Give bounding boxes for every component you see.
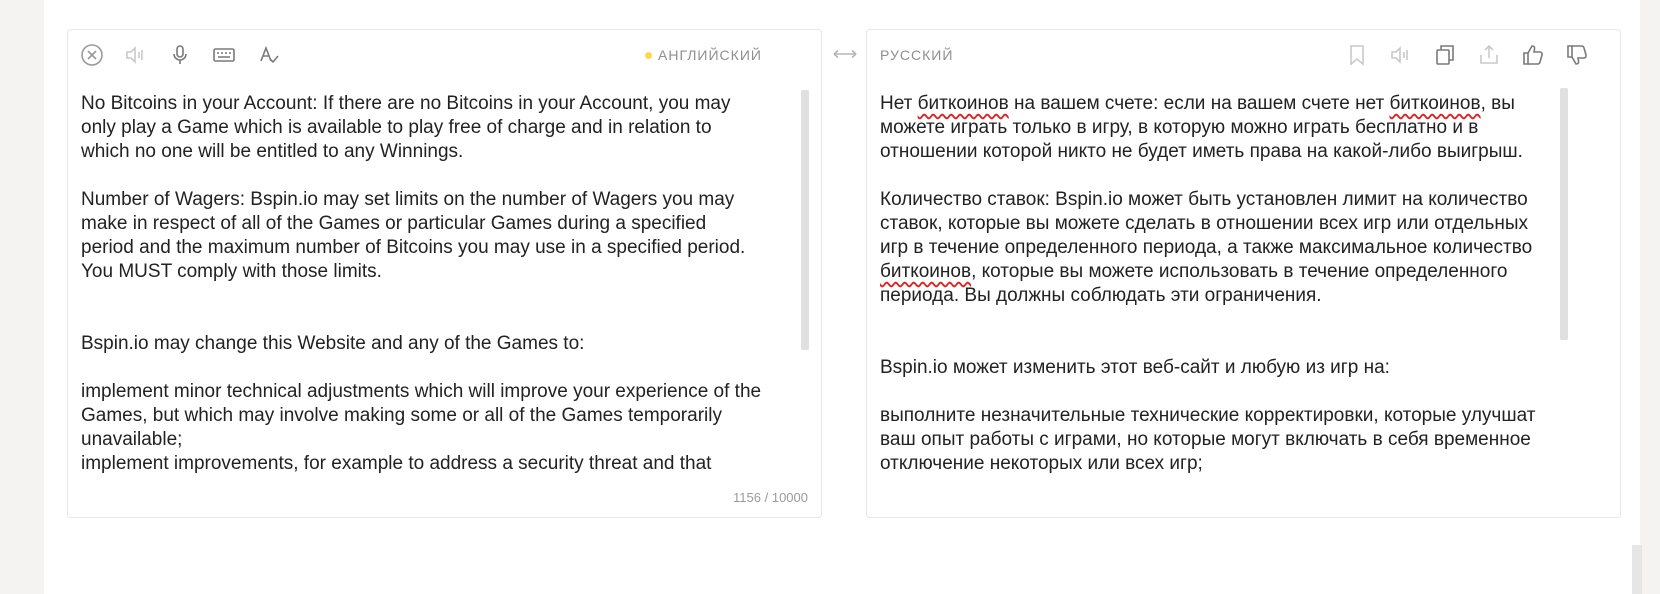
thumbs-down-icon[interactable] bbox=[1564, 42, 1590, 68]
spelling-flagged-word[interactable]: биткоинов bbox=[1389, 93, 1481, 114]
bookmark-icon[interactable] bbox=[1344, 42, 1370, 68]
character-counter: 1156 / 10000 bbox=[733, 490, 808, 505]
target-paragraph bbox=[880, 92, 1600, 164]
target-panel bbox=[866, 29, 1621, 518]
target-toolbar bbox=[867, 30, 1620, 80]
target-paragraph: выполните незначительные технические корректировки, которые улучшат ваш опыт работы с играми, но которые могут включать в себя временное отключение некоторых или всех игр; bbox=[880, 405, 1536, 474]
swap-languages-button[interactable] bbox=[833, 44, 857, 64]
target-paragraph bbox=[880, 188, 1600, 308]
source-paragraph: implement minor technical adjustments which will improve your experience of the Games, but which may involve making some or all of the Games temporarily unavailable; implement improvements, for example to address a security threat and that bbox=[81, 381, 762, 474]
spelling-flagged-word[interactable]: биткоинов bbox=[880, 261, 972, 282]
text-segment: , вы можете играть только в игру, в которую можно играть бесплатно и в отношении которой никто не будет иметь права на какой-либо выигрыш. bbox=[880, 93, 1523, 162]
keyboard-icon[interactable] bbox=[211, 42, 237, 68]
source-language-selector[interactable]: АНГЛИЙСКИЙ bbox=[658, 47, 762, 63]
page-scrollbar[interactable] bbox=[1632, 545, 1642, 594]
clear-icon[interactable] bbox=[79, 42, 105, 68]
swap-arrows-icon bbox=[833, 48, 857, 60]
source-text-input[interactable] bbox=[81, 92, 801, 487]
text-segment: Нет bbox=[880, 93, 918, 114]
microphone-icon[interactable] bbox=[167, 42, 193, 68]
source-panel bbox=[67, 29, 822, 518]
source-paragraph: No Bitcoins in your Account: If there are no Bitcoins in your Account, you may only play a Game which is available to play free of charge and in relation to which no one will be entitled to any Winnings. bbox=[81, 93, 731, 162]
language-indicator-dot bbox=[645, 52, 652, 59]
source-scrollbar[interactable] bbox=[801, 90, 809, 350]
text-segment: Количество ставок: Bspin.io может быть установлен лимит на количество ставок, которые вы можете сделать в отношении всех игр или отдельных игр в течение определенного периода, а также максимальное количество bbox=[880, 189, 1533, 258]
target-paragraph: Bspin.io может изменить этот веб-сайт и любую из игр на: bbox=[880, 357, 1390, 378]
source-paragraph: Bspin.io may change this Website and any of the Games to: bbox=[81, 333, 585, 354]
target-scrollbar[interactable] bbox=[1560, 88, 1568, 340]
translation-output bbox=[880, 92, 1600, 487]
copy-icon[interactable] bbox=[1432, 42, 1458, 68]
share-icon[interactable] bbox=[1476, 42, 1502, 68]
text-segment: на вашем счете: если на вашем счете нет bbox=[1008, 93, 1390, 114]
spelling-flagged-word[interactable]: биткоинов bbox=[917, 93, 1009, 114]
source-toolbar bbox=[68, 30, 821, 80]
speaker-icon[interactable] bbox=[123, 42, 149, 68]
speaker-icon[interactable] bbox=[1388, 42, 1414, 68]
text-segment: , которые вы можете использовать в течение определенного периода. Вы должны соблюдать эти ограничения. bbox=[880, 261, 1508, 306]
target-language-selector[interactable]: РУССКИЙ bbox=[880, 47, 954, 63]
source-paragraph: Number of Wagers: Bspin.io may set limits on the number of Wagers you may make in respect of all of the Games or particular Games during a specified period and the maximum number of Bitcoins you may use in a specified period. You MUST comply with those limits. bbox=[81, 189, 746, 282]
spellcheck-icon[interactable] bbox=[256, 42, 282, 68]
thumbs-up-icon[interactable] bbox=[1520, 42, 1546, 68]
